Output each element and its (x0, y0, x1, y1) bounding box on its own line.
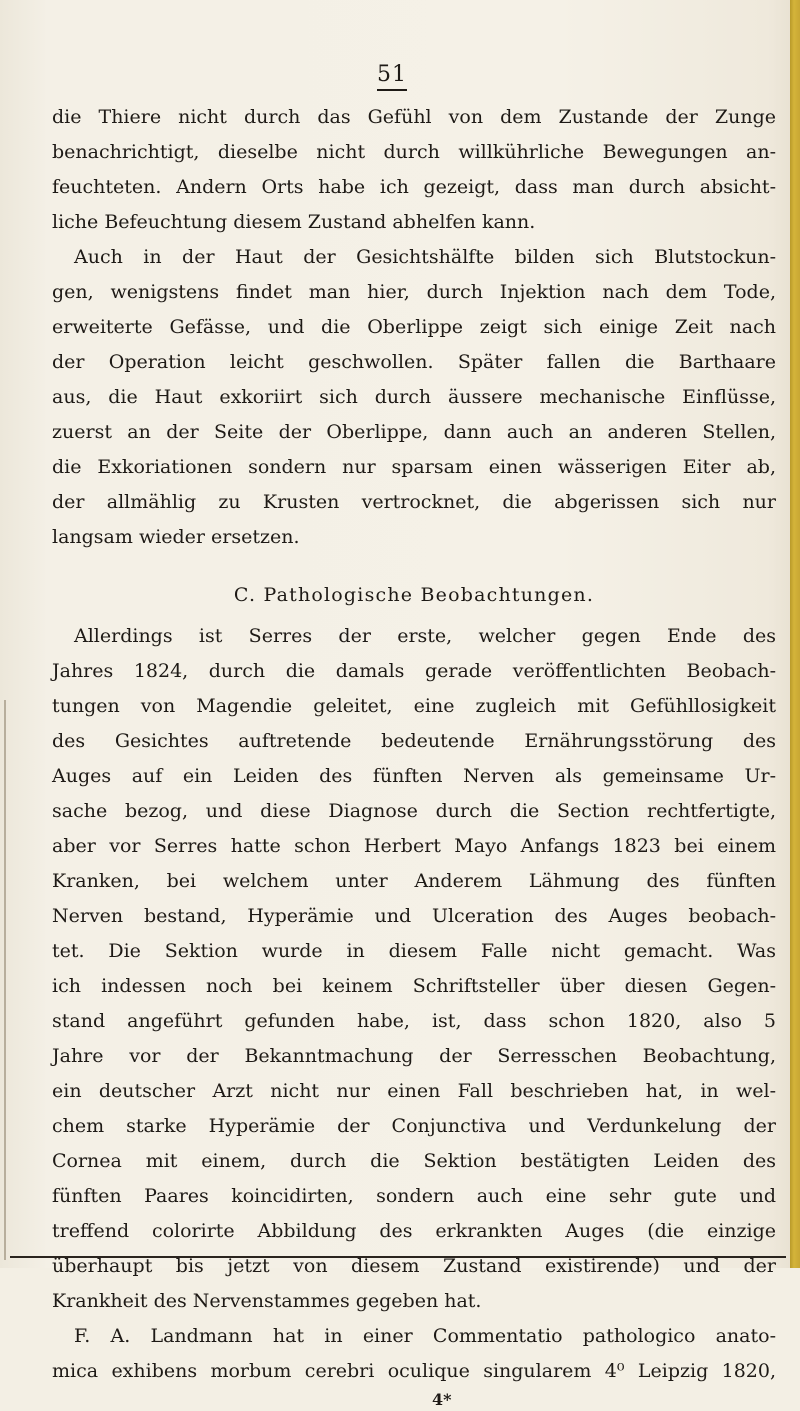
text-line: aus, die Haut exkoriirt sich durch äussere mechanische Einflüsse, (52, 386, 776, 408)
text-line: tungen von Magendie geleitet, eine zugleich mit Gefühllosigkeit (52, 695, 776, 717)
page-number: 51 (377, 62, 407, 87)
text-line: stand angeführt gefunden habe, ist, dass schon 1820, also 5 (52, 1010, 776, 1032)
text-line: liche Befeuchtung diesem Zustand abhelfen kann. (52, 211, 536, 233)
text-line: F. A. Landmann hat in einer Commentatio pathologico anato- (74, 1325, 776, 1347)
text-line: Auges auf ein Leiden des fünften Nerven als gemeinsame Ur- (52, 765, 776, 787)
text-line: langsam wieder ersetzen. (52, 526, 300, 548)
text-block (52, 100, 776, 1411)
text-line: der Operation leicht geschwollen. Später fallen die Barthaare (52, 351, 776, 373)
text-line: mica exhibens morbum cerebri oculique singularem 4⁰ Leipzig 1820, (52, 1360, 776, 1382)
section-heading: C. Pathologische Beobachtungen. (233, 584, 595, 606)
text-line: überhaupt bis jetzt von diesem Zustand existirende) und der (52, 1255, 776, 1277)
page-edge-strip (790, 0, 800, 1268)
text-line: gen, wenigstens findet man hier, durch Injektion nach dem Tode, (52, 281, 776, 303)
text-line: Jahre vor der Bekanntmachung der Serresschen Beobachtung, (52, 1045, 776, 1067)
text-line: ein deutscher Arzt nicht nur einen Fall beschrieben hat, in wel- (52, 1080, 776, 1102)
text-line: tet. Die Sektion wurde in diesem Falle nicht gemacht. Was (52, 940, 776, 962)
text-line: chem starke Hyperämie der Conjunctiva und Verdunkelung der (52, 1115, 776, 1137)
text-line: Jahres 1824, durch die damals gerade veröffentlichten Beobach- (52, 660, 776, 682)
text-line: benachrichtigt, dieselbe nicht durch willkührliche Bewegungen an- (52, 141, 776, 163)
text-line: Auch in der Haut der Gesichtshälfte bilden sich Blutstockun- (74, 246, 776, 268)
text-line: Cornea mit einem, durch die Sektion bestätigten Leiden des (52, 1150, 776, 1172)
text-line: feuchteten. Andern Orts habe ich gezeigt, dass man durch absicht- (52, 176, 776, 198)
printer-signature: 4* (432, 1390, 452, 1409)
text-line: die Exkoriationen sondern nur sparsam einen wässerigen Eiter ab, (52, 456, 776, 478)
text-line: Allerdings ist Serres der erste, welcher gegen Ende des (74, 625, 776, 647)
text-line: fünften Paares koincidirten, sondern auch eine sehr gute und (52, 1185, 776, 1207)
binding-margin-line (4, 700, 6, 1260)
text-line: ich indessen noch bei keinem Schriftsteller über diesen Gegen- (52, 975, 776, 997)
text-line: des Gesichtes auftretende bedeutende Ernährungsstörung des (52, 730, 776, 752)
text-line: zuerst an der Seite der Oberlippe, dann auch an anderen Stellen, (52, 421, 776, 443)
text-line: Nerven bestand, Hyperämie und Ulceration des Auges beobach- (52, 905, 776, 927)
text-line: Kranken, bei welchem unter Anderem Lähmung des fünften (52, 870, 776, 892)
text-line: treffend colorirte Abbildung des erkrankten Auges (die einzige (52, 1220, 776, 1242)
text-line: erweiterte Gefässe, und die Oberlippe zeigt sich einige Zeit nach (52, 316, 776, 338)
text-line: Krankheit des Nervenstammes gegeben hat. (52, 1290, 482, 1312)
text-line: sache bezog, und diese Diagnose durch die Section rechtfertigte, (52, 800, 776, 822)
text-line: die Thiere nicht durch das Gefühl von dem Zustande der Zunge (52, 106, 776, 128)
text-line: der allmählig zu Krusten vertrocknet, die abgerissen sich nur (52, 491, 776, 513)
text-line: aber vor Serres hatte schon Herbert Mayo Anfangs 1823 bei einem (52, 835, 776, 857)
